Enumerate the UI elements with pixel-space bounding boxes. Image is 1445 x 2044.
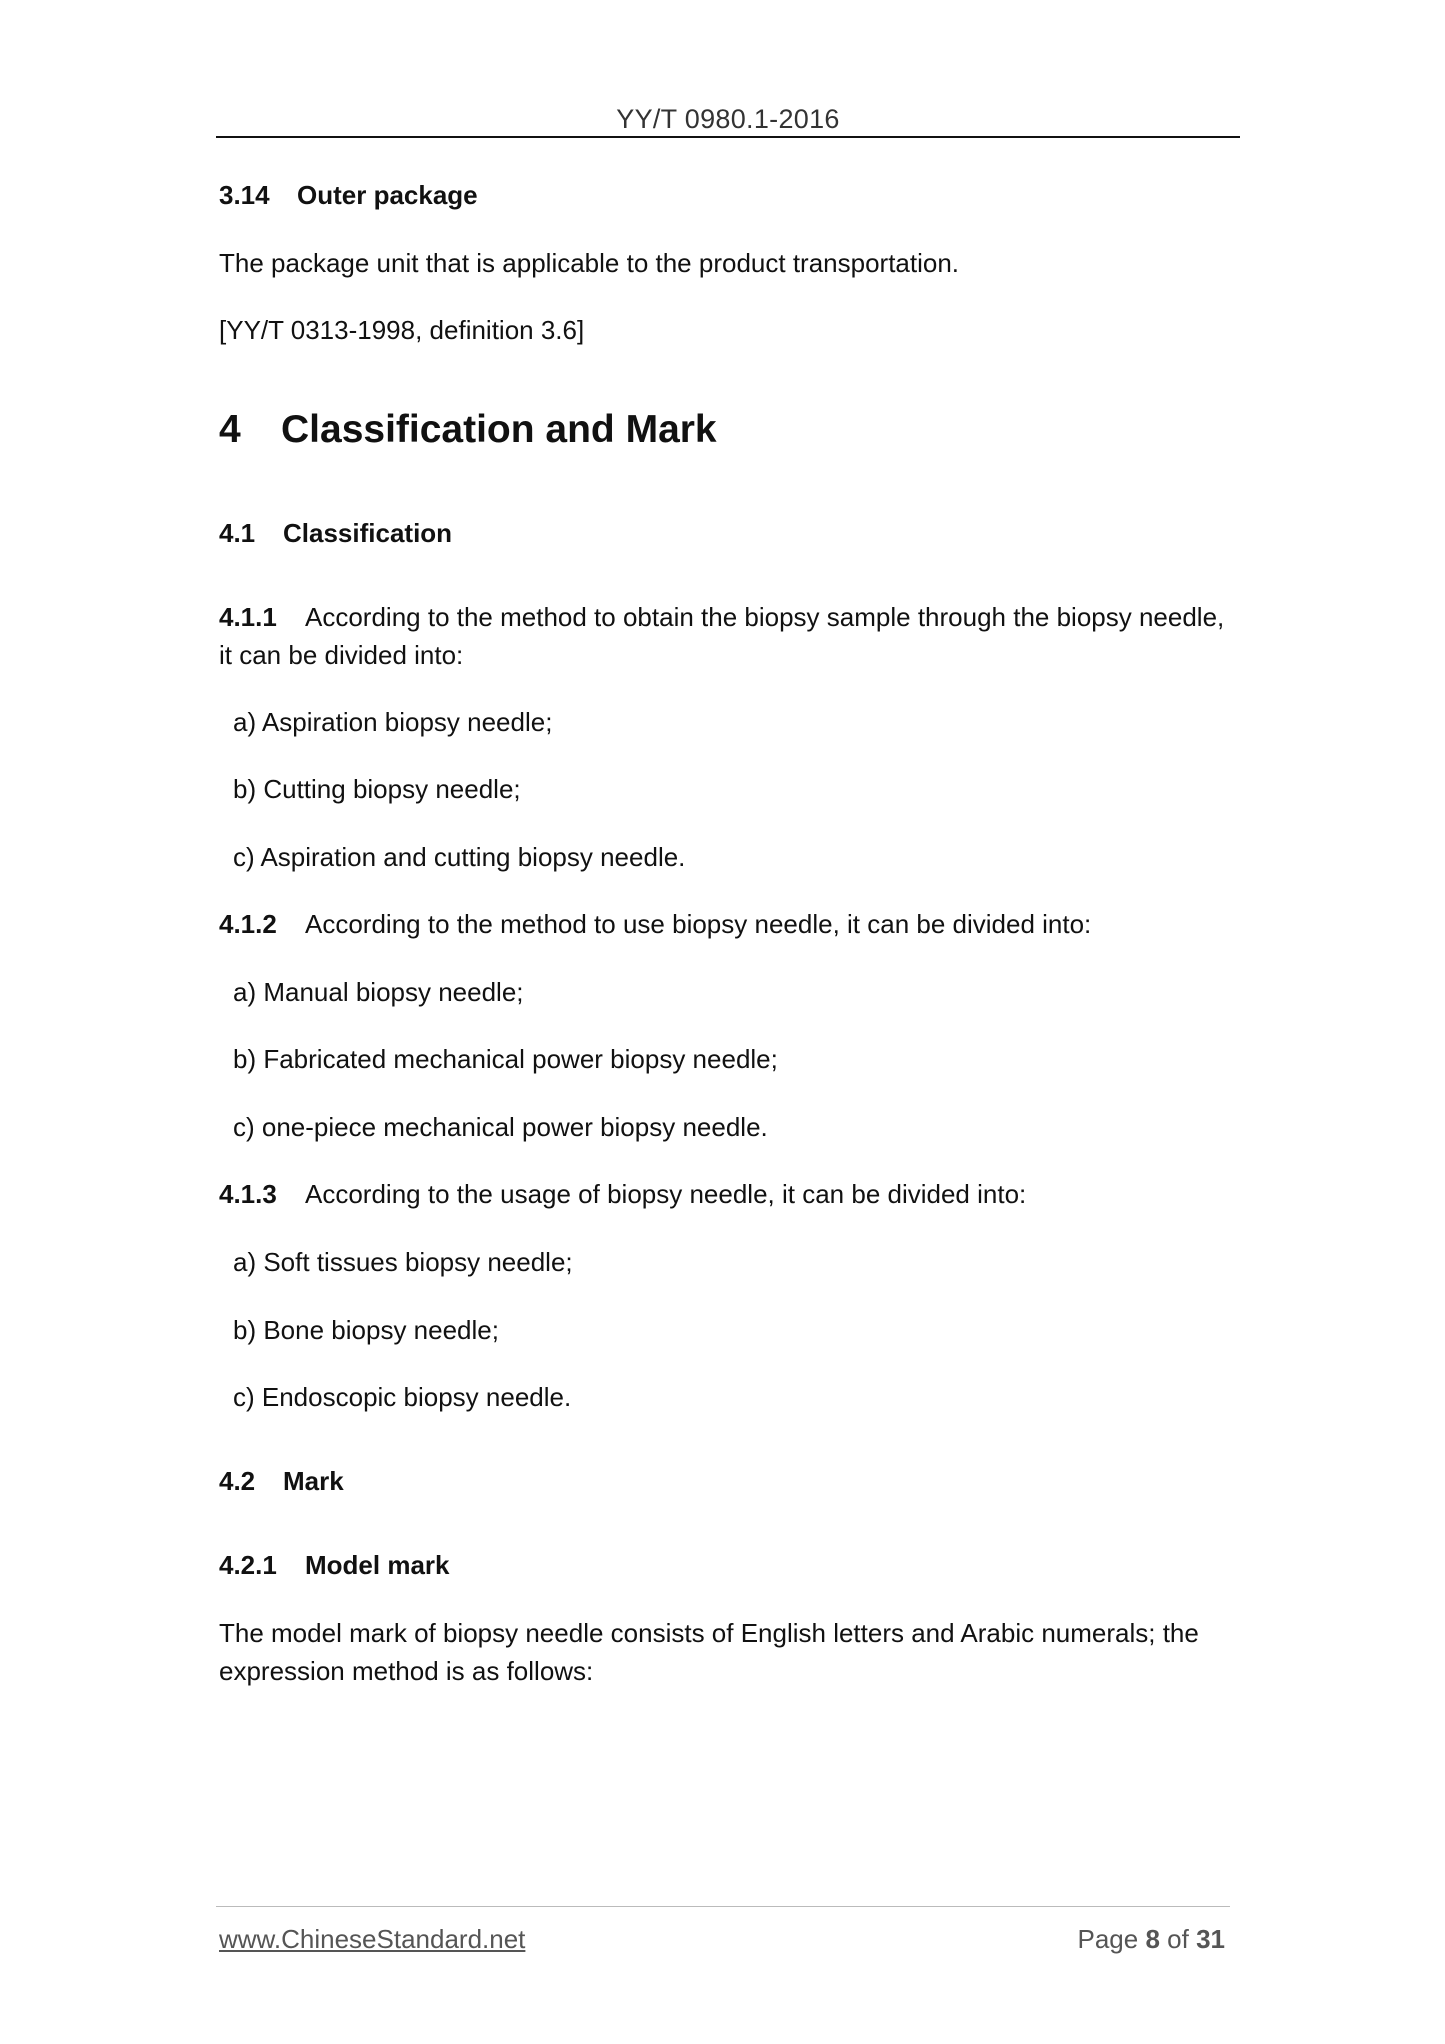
clause-4-1-1 (219, 598, 1239, 674)
section-3-14-reference: [YY/T 0313-1998, definition 3.6] (219, 315, 585, 345)
page-of: of (1167, 1924, 1189, 1954)
list-item: b) Bone biopsy needle; (233, 1315, 499, 1345)
section-3-14-definition: The package unit that is applicable to the product transportation. (219, 248, 960, 278)
page-indicator (1077, 1924, 1225, 1955)
list-item: c) Endoscopic biopsy needle. (233, 1382, 572, 1412)
section-number: 4.2 (219, 1466, 256, 1496)
section-title: Mark (283, 1466, 344, 1496)
section-4-2-1-heading (219, 1546, 1239, 1584)
list-item: a) Soft tissues biopsy needle; (233, 1247, 573, 1277)
clause-4-1-2 (219, 905, 1239, 943)
list-item: c) one-piece mechanical power biopsy needle. (233, 1112, 768, 1142)
list-item: c) Aspiration and cutting biopsy needle. (233, 842, 686, 872)
clause-number: 4.1.3 (219, 1179, 277, 1209)
clause-text: According to the method to use biopsy needle, it can be divided into: (305, 909, 1092, 939)
page-total: 31 (1196, 1924, 1225, 1954)
list-item: b) Cutting biopsy needle; (233, 774, 521, 804)
section-title: Outer package (297, 180, 478, 210)
section-4-1-heading (219, 514, 1239, 552)
chapter-title: Classification and Mark (281, 408, 717, 451)
section-3-14-heading (219, 176, 1239, 214)
list-item: a) Aspiration biopsy needle; (233, 707, 553, 737)
clause-number: 4.1.1 (219, 602, 277, 632)
header-divider (216, 136, 1240, 138)
clause-4-1-3 (219, 1175, 1239, 1213)
section-number: 4.2.1 (219, 1550, 277, 1580)
clause-text: According to the usage of biopsy needle, it can be divided into: (305, 1179, 1027, 1209)
website-link[interactable]: www.ChineseStandard.net (219, 1924, 526, 1954)
section-title: Classification (283, 518, 453, 548)
chapter-4-heading (219, 407, 1239, 453)
page-current: 8 (1145, 1924, 1160, 1954)
page-label: Page (1077, 1924, 1139, 1954)
section-4-2-1-text: The model mark of biopsy needle consists of English letters and Arabic numerals; the expression method is as follows: (219, 1618, 1199, 1686)
document-code-header: YY/T 0980.1-2016 (616, 104, 840, 134)
section-title: Model mark (305, 1550, 450, 1580)
list-item: b) Fabricated mechanical power biopsy needle; (233, 1044, 778, 1074)
footer-divider (216, 1906, 1230, 1907)
section-4-2-heading (219, 1462, 1239, 1500)
list-item: a) Manual biopsy needle; (233, 977, 524, 1007)
section-number: 4.1 (219, 518, 256, 548)
chapter-number: 4 (219, 408, 241, 451)
clause-number: 4.1.2 (219, 909, 277, 939)
clause-text: According to the method to obtain the biopsy sample through the biopsy needle, it can be divided into: (219, 602, 1225, 670)
section-number: 3.14 (219, 180, 270, 210)
